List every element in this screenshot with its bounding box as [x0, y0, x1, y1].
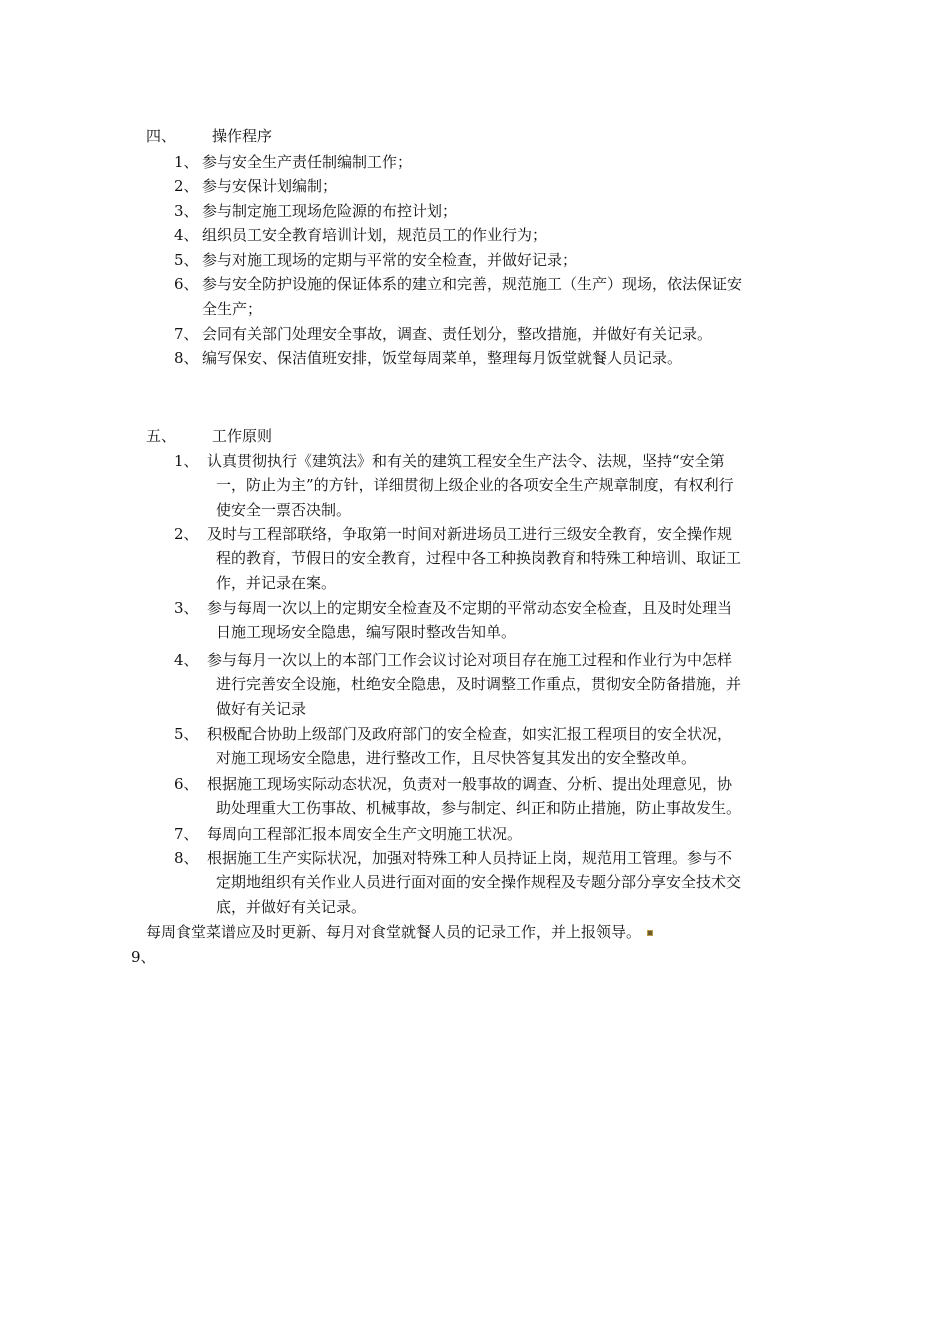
list-item-number: 6、 — [174, 775, 199, 793]
section-5-title: 工作原则 — [212, 427, 273, 445]
list-item-number: 1、 — [174, 452, 199, 470]
list-item-text: 根据施工生产实际状况，加强对特殊工种人员持证上岗，规范用工管理。参与不 — [207, 849, 733, 867]
list-item-text: 底，并做好有关记录。 — [216, 898, 367, 916]
list-item-text: 组织员工安全教育培训计划，规范员工的作业行为； — [202, 226, 548, 244]
list-item-text: 对施工现场安全隐患，进行整改工作，且尽快答复其发出的安全整改单。 — [216, 749, 697, 767]
list-item-text: 参与每月一次以上的本部门工作会议讨论对项目存在施工过程和作业行为中怎样 — [207, 651, 733, 669]
list-item-number: 3、 — [174, 202, 199, 220]
list-item-text: 程的教育，节假日的安全教育，过程中各工种换岗教育和特殊工种培训、取证工 — [216, 549, 742, 567]
list-item-text: 一，防止为主”的方针，详细贯彻上级企业的各项安全生产规章制度，有权利行 — [216, 476, 734, 494]
list-item-text: 参与对施工现场的定期与平常的安全检查，并做好记录； — [202, 251, 578, 269]
section-4-title: 操作程序 — [212, 127, 273, 145]
list-item-number: 7、 — [174, 825, 199, 843]
list-item-number: 4、 — [174, 226, 199, 244]
list-item-text: 做好有关记录 — [216, 700, 307, 718]
list-item-text: 认真贯彻执行《建筑法》和有关的建筑工程安全生产法令、法规，坚持“安全第 — [207, 452, 725, 470]
list-item-number: 4、 — [174, 651, 199, 669]
list-item-text: 日施工现场安全隐患，编写限时整改告知单。 — [216, 623, 517, 641]
list-item-text: 参与安全防护设施的保证体系的建立和完善，规范施工（生产）现场，依法保证安 — [202, 275, 743, 293]
item-9-number: 9、 — [131, 948, 156, 966]
anchor-marker-icon — [647, 930, 653, 936]
list-item-text: 根据施工现场实际动态状况，负责对一般事故的调查、分析、提出处理意见，协 — [207, 775, 733, 793]
list-item-text: 定期地组织有关作业人员进行面对面的安全操作规程及专题分部分享安全技术交 — [216, 873, 742, 891]
list-item-number: 8、 — [174, 849, 199, 867]
list-item-text: 及时与工程部联络，争取第一时间对新进场员工进行三级安全教育，安全操作规 — [207, 525, 733, 543]
list-item-number: 5、 — [174, 725, 199, 743]
section-4-heading — [146, 124, 272, 148]
list-item-text: 会同有关部门处理安全事故，调查、责任划分，整改措施，并做好有关记录。 — [202, 325, 713, 343]
list-item-text: 作，并记录在案。 — [216, 574, 337, 592]
list-item-number: 1、 — [174, 153, 199, 171]
list-item-number: 6、 — [174, 275, 199, 293]
list-item-text: 助处理重大工伤事故、机械事故，参与制定、纠正和防止措施，防止事故发生。 — [216, 799, 742, 817]
list-item-text: 参与安全生产责任制编制工作； — [202, 153, 413, 171]
list-item-text: 参与每周一次以上的定期安全检查及不定期的平常动态安全检查，且及时处理当 — [207, 599, 733, 617]
list-item-text: 每周向工程部汇报本周安全生产文明施工状况。 — [207, 825, 523, 843]
section-5-heading — [146, 424, 272, 448]
list-item-text: 全生产； — [202, 300, 263, 318]
list-item-text: 参与制定施工现场危险源的布控计划； — [202, 202, 458, 220]
list-item-text: 进行完善安全设施，杜绝安全隐患，及时调整工作重点，贯彻安全防备措施，并 — [216, 675, 742, 693]
list-item-number: 5、 — [174, 251, 199, 269]
list-item-number: 7、 — [174, 325, 199, 343]
list-item-number: 2、 — [174, 177, 199, 195]
section-4-number: 四、 — [146, 127, 177, 145]
list-item-number: 8、 — [174, 349, 199, 367]
footer-note-text: 每周食堂菜谱应及时更新、每月对食堂就餐人员的记录工作，并上报领导。 — [146, 923, 642, 941]
list-item-text: 使安全一票否决制。 — [216, 501, 352, 519]
list-item-text: 积极配合协助上级部门及政府部门的安全检查，如实汇报工程项目的安全状况， — [207, 725, 733, 743]
list-item-number: 2、 — [174, 525, 199, 543]
footer-note — [146, 920, 653, 944]
list-item-text: 编写保安、保洁值班安排，饭堂每周菜单，整理每月饭堂就餐人员记录。 — [202, 349, 683, 367]
section-5-number: 五、 — [146, 427, 177, 445]
list-item-text: 参与安保计划编制； — [202, 177, 338, 195]
list-item-number: 3、 — [174, 599, 199, 617]
